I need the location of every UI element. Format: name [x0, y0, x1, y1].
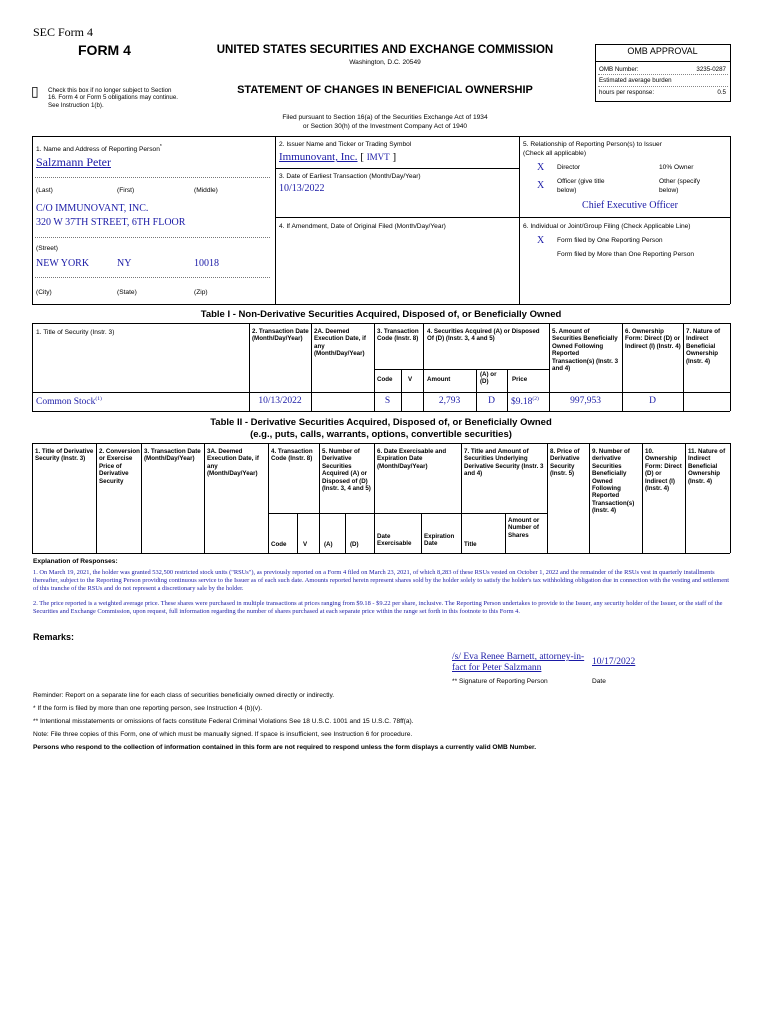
t1-h7: 7. Nature of Indirect Beneficial Ownership (Instr. 4) — [686, 328, 721, 365]
table2-subtitle: (e.g., puts, calls, warrants, options, convertible securities) — [250, 429, 512, 440]
t2-h10: 10. Ownership Form: Direct (D) or Indirect (I) (Instr. 4) — [645, 448, 682, 493]
officer-check[interactable]: X — [537, 180, 545, 191]
first-label: (First) — [117, 187, 135, 194]
t1-row-form: D — [649, 396, 656, 406]
note-reminder: Reminder: Report on a separate line for each class of securities beneficially owned directly or indirectly. — [33, 692, 335, 699]
t1-sub-price: Price — [512, 376, 528, 383]
signature-label: ** Signature of Reporting Person — [452, 678, 548, 685]
t2-h11: 11. Nature of Indirect Beneficial Ownership (Instr. 4) — [688, 448, 726, 485]
t1-h5: 5. Amount of Securities Beneficially Owned Following Reported Transaction(s) (Instr. 3 and 4) — [552, 328, 619, 373]
middle-label: (Middle) — [194, 187, 218, 194]
form-title: FORM 4 — [78, 42, 131, 58]
note-2: ** Intentional misstatements or omissions of facts constitute Federal Criminal Violations See 18 U.S.C. 1001 and 15 U.S.C. 78ff(a). — [33, 718, 414, 725]
note-4: Persons who respond to the collection of information contained in this form are not required to respond unless the form displays a currently valid OMB Number. — [33, 744, 537, 751]
box2-label: 2. Issuer Name and Ticker or Trading Symbol — [279, 141, 412, 148]
t2-sub-title: Title — [464, 541, 477, 548]
t1-row-owned: 997,953 — [570, 396, 601, 406]
address-line1: C/O IMMUNOVANT, INC. — [36, 203, 149, 214]
t2-h8: 8. Price of Derivative Security (Instr. 5) — [550, 448, 580, 478]
officer-label-1: Officer (give title — [557, 178, 605, 185]
last-label: (Last) — [36, 187, 53, 194]
box5-label: 5. Relationship of Reporting Person(s) to Issuer — [523, 141, 662, 148]
omb-hours-label: hours per response: — [599, 89, 655, 96]
filed-one-person: Form filed by One Reporting Person — [557, 237, 663, 244]
signature-line1: /s/ Eva Renee Barnett, attorney-in- — [452, 652, 585, 662]
state-value: NY — [117, 258, 132, 269]
t2-sub-v: V — [303, 541, 308, 548]
other-label-1: Other (specify — [659, 178, 701, 185]
t1-row-amount: 2,793 — [438, 396, 461, 406]
t1-row-code: S — [384, 396, 391, 406]
table2-title: Table II - Derivative Securities Acquired, Disposed of, or Beneficially Owned — [210, 417, 552, 428]
city-value: NEW YORK — [36, 258, 90, 269]
t2-h1: 1. Title of Derivative Security (Instr. 3) — [35, 448, 94, 463]
t1-h1: 1. Title of Security (Instr. 3) — [36, 329, 115, 336]
signature-date: 10/17/2022 — [592, 657, 636, 667]
earliest-transaction-date: 10/13/2022 — [279, 183, 325, 194]
address-line2: 320 W 37TH STREET, 6TH FLOOR — [36, 217, 186, 228]
agency-location: Washington, D.C. 20549 — [349, 59, 421, 66]
street-label: (Street) — [36, 245, 58, 252]
omb-hours-value: 0.5 — [717, 89, 726, 96]
signature-line2: fact for Peter Salzmann — [452, 663, 542, 673]
table1-title: Table I - Non-Derivative Securities Acquired, Disposed of, or Beneficially Owned — [200, 309, 562, 320]
issuer-name-ticker: Immunovant, Inc. [ IMVT ] — [279, 151, 397, 163]
reporting-person-name: Salzmann Peter — [36, 155, 111, 169]
omb-number-label: OMB Number: — [599, 66, 639, 73]
t1-h6: 6. Ownership Form: Direct (D) or Indirect (I) (Instr. 4) — [625, 328, 681, 350]
t1-h2a: 2A. Deemed Execution Date, if any (Month/Day/Year) — [314, 328, 366, 358]
box1-label: 1. Name and Address of Reporting Person* — [36, 144, 162, 154]
t2-h2: 2. Conversion or Exercise Price of Derivative Security — [99, 448, 140, 485]
statement-title: STATEMENT OF CHANGES IN BENEFICIAL OWNERSHIP — [237, 84, 533, 96]
checkbox[interactable]: ▯ — [31, 85, 39, 100]
agency-title: UNITED STATES SECURITIES AND EXCHANGE COMMISSION — [216, 44, 554, 56]
box5-sublabel: (Check all applicable) — [523, 150, 587, 157]
t2-h9: 9. Number of derivative Securities Beneficially Owned Following Reported Transaction(s) (Instr. 4) — [592, 448, 635, 515]
t2-sub-expiration: Expiration Date — [424, 533, 455, 548]
omb-title: OMB APPROVAL — [627, 46, 698, 56]
t2-sub-amount: Amount or Number of Shares — [508, 517, 540, 539]
t1-sub-v: V — [408, 376, 413, 383]
t2-h3a: 3A. Deemed Execution Date, if any (Month/Day/Year) — [207, 448, 259, 478]
zip-label: (Zip) — [194, 289, 208, 296]
filed-more-persons: Form filed by More than One Reporting Person — [557, 251, 695, 258]
t1-sub-amount: Amount — [427, 376, 451, 383]
sec-form-label: SEC Form 4 — [33, 25, 94, 39]
box4-label: 4. If Amendment, Date of Original Filed (Month/Day/Year) — [279, 223, 446, 230]
t1-h3: 3. Transaction Code (Instr. 8) — [377, 328, 419, 343]
officer-title: Chief Executive Officer — [582, 200, 678, 211]
box3-label: 3. Date of Earliest Transaction (Month/Day/Year) — [279, 173, 421, 180]
t2-h5: 5. Number of Derivative Securities Acquired (A) or Disposed of (D) (Instr. 3, 4 and 5) — [322, 448, 371, 493]
omb-burden-label: Estimated average burden — [599, 77, 672, 84]
date-label: Date — [592, 678, 606, 685]
city-label: (City) — [36, 289, 52, 296]
omb-number-value: 3235-0287 — [696, 66, 726, 73]
t2-sub-code: Code — [271, 541, 287, 548]
t1-sub-ad: (A) or (D) — [480, 371, 497, 386]
t2-sub-a: (A) — [324, 541, 333, 548]
t1-row-title: Common Stock$^{(1)}$ — [36, 396, 102, 408]
state-label: (State) — [117, 289, 137, 296]
note-3: Note: File three copies of this Form, one of which must be manually signed. If space is insufficient, see Instruction 6 for procedure. — [33, 731, 413, 738]
remarks-heading: Remarks: — [33, 632, 75, 642]
t2-h6: 6. Date Exercisable and Expiration Date (Month/Day/Year) — [377, 448, 447, 470]
t1-h4: 4. Securities Acquired (A) or Disposed Of (D) (Instr. 3, 4 and 5) — [427, 328, 540, 343]
officer-label-2: below) — [557, 187, 577, 194]
footnote-2: 2. The price reported is a weighted average price. These shares were purchased in multiple transactions at prices ranging from $9.18 - $9.22 per share, inclusive. The Reporting Person undertakes to provide to the Issuer, any security holder of the Issuer, or the staff of the Securities and Exchange Commission, upon request, full information regarding the number of shares purchased at each separate price within the range set forth in this footnote to this Form 4. — [33, 600, 723, 616]
t2-h7: 7. Title and Amount of Securities Underlying Derivative Security (Instr. 3 and 4) — [464, 448, 544, 478]
note-1: * If the form is filed by more than one reporting person, see Instruction 4 (b)(v). — [33, 705, 263, 712]
zip-value: 10018 — [194, 258, 219, 269]
t2-sub-d: (D) — [350, 541, 359, 548]
director-label: Director — [557, 164, 581, 171]
box6-label: 6. Individual or Joint/Group Filing (Check Applicable Line) — [523, 223, 691, 230]
filed-pursuant-line1: Filed pursuant to Section 16(a) of the Securities Exchange Act of 1934 — [282, 114, 488, 121]
t1-row-ad: D — [488, 396, 495, 406]
t2-h3: 3. Transaction Date (Month/Day/Year) — [144, 448, 201, 463]
t1-row-price: $9.18$^{(2)}$ — [511, 396, 539, 408]
explanation-heading: Explanation of Responses: — [33, 558, 118, 565]
director-check[interactable]: X — [537, 162, 545, 173]
filed-pursuant-line2: or Section 30(h) of the Investment Company Act of 1940 — [302, 123, 468, 130]
t1-h2: 2. Transaction Date (Month/Day/Year) — [252, 328, 309, 343]
footnote-1: 1. On March 19, 2021, the holder was granted 532,500 restricted stock units ("RSUs"), as previously reported on a Form 4 filed on March 23, 2021, of which 8,283 of these RSUs vested on October 1, 2022 and the remainder of the RSUs vest in quarterly installments thereafter, subject to the Reporting Person providing continuous service to the Issuer as of each such date. Amounts reported herein represent shares sold by the holder solely to satisfy the holder's tax withholding obligation due in connection with the vesting and settlement of this tranche of the RSUs and do not represent a discretionary sale by the holder. — [33, 569, 730, 593]
t1-row-date: 10/13/2022 — [258, 396, 302, 406]
t1-sub-code: Code — [377, 376, 393, 383]
checkbox-text: Check this box if no longer subject to Section 16. Form 4 or Form 5 obligations may continue. See Instruction 1(b). — [48, 87, 178, 109]
one-person-check[interactable]: X — [537, 235, 545, 246]
ten-pct-owner-label: 10% Owner — [659, 164, 694, 171]
t2-h4: 4. Transaction Code (Instr. 8) — [271, 448, 313, 463]
other-label-2: below) — [659, 187, 679, 194]
t2-sub-exercisable: Date Exercisable — [377, 533, 412, 548]
